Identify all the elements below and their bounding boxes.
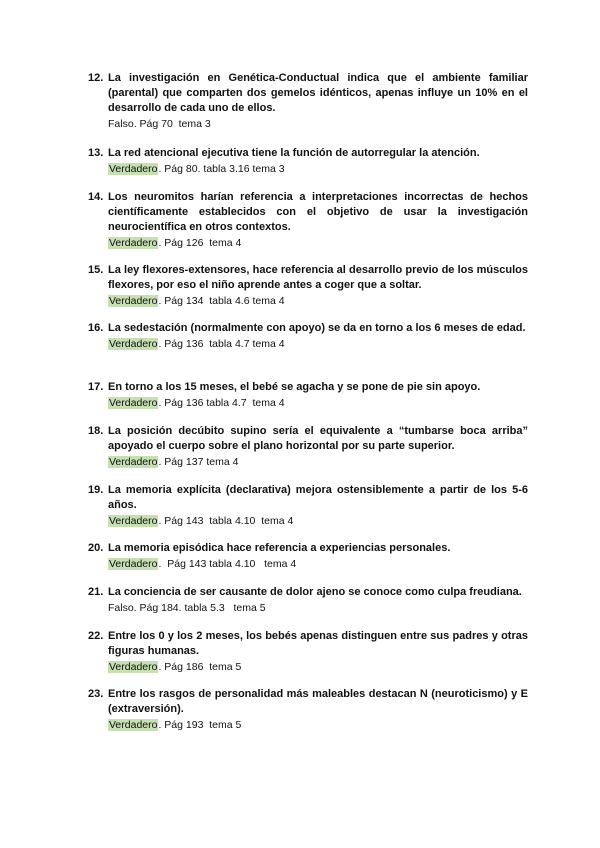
question-number: 19. <box>88 484 104 496</box>
question-text: La investigación en Genética-Conductual indica que el ambiente familiar (parental) que comparten dos gemelos idénticos, apenas influye un 10% en el desarrollo de cada uno de ellos. <box>108 72 528 114</box>
question-item-14 <box>88 190 528 250</box>
question-item-23 <box>88 687 528 732</box>
answer-line <box>108 162 528 176</box>
question-number: 18. <box>88 425 104 437</box>
question-number: 22. <box>88 630 104 642</box>
answer-line <box>108 294 528 308</box>
answer-reference: . Pág 143 tabla 4.10 tema 4 <box>158 515 294 527</box>
answer-verdict: Falso <box>108 118 134 130</box>
answer-verdict-highlighted: Verdadero <box>109 163 158 175</box>
answer-verdict-highlighted: Verdadero <box>109 397 158 409</box>
answer-reference: . Pág 193 tema 5 <box>158 719 242 731</box>
answer-verdict-highlighted: Verdadero <box>109 515 158 527</box>
question-item-18 <box>88 424 528 469</box>
answer-line <box>108 660 528 674</box>
answer-verdict-highlighted: Verdadero <box>109 661 158 673</box>
question-text: La red atencional ejecutiva tiene la función de autorregular la atención. <box>108 147 480 159</box>
answer-reference: . Pág 186 tema 5 <box>158 661 242 673</box>
answer-reference: . Pág 184. tabla 5.3 tema 5 <box>133 602 266 614</box>
question-item-13 <box>88 146 528 176</box>
answer-line <box>108 236 528 250</box>
question-item-15 <box>88 263 528 308</box>
answer-verdict-highlighted: Verdadero <box>109 237 158 249</box>
question-number: 13. <box>88 147 104 159</box>
question-item-17 <box>88 380 528 410</box>
answer-verdict-highlighted: Verdadero <box>109 295 158 307</box>
question-number: 15. <box>88 264 104 276</box>
question-item-21 <box>88 585 528 615</box>
question-text: Entre los 0 y los 2 meses, los bebés apenas distinguen entre sus padres y otras figuras humanas. <box>108 630 528 657</box>
answer-line <box>108 718 528 732</box>
answer-line <box>108 514 528 528</box>
question-number: 20. <box>88 542 104 554</box>
answer-reference: . Pág 137 tema 4 <box>158 456 239 468</box>
question-text: La conciencia de ser causante de dolor ajeno se conoce como culpa freudiana. <box>108 586 522 598</box>
question-number: 12. <box>88 72 104 84</box>
question-text: Los neuromitos harían referencia a interpretaciones incorrectas de hechos científicamente establecidos con el objetivo de usar la investigación neurocientífica en otros contextos. <box>108 191 528 233</box>
answer-line <box>108 601 528 615</box>
question-text: La sedestación (normalmente con apoyo) se da en torno a los 6 meses de edad. <box>108 322 526 334</box>
answer-reference: . Pág 70 tema 3 <box>133 118 211 130</box>
question-number: 14. <box>88 191 104 203</box>
answer-verdict-highlighted: Verdadero <box>109 558 158 570</box>
question-number: 16. <box>88 322 104 334</box>
answer-line <box>108 557 528 571</box>
answer-line <box>108 337 528 351</box>
question-item-19 <box>88 483 528 528</box>
question-item-22 <box>88 629 528 674</box>
answer-verdict-highlighted: Verdadero <box>109 338 158 350</box>
question-item-16 <box>88 321 528 351</box>
question-item-20 <box>88 541 528 571</box>
answer-reference: . Pág 143 tabla 4.10 tema 4 <box>158 558 297 570</box>
answer-verdict: Falso <box>108 602 134 614</box>
answer-verdict-highlighted: Verdadero <box>109 719 158 731</box>
answer-line <box>108 455 528 469</box>
question-number: 23. <box>88 688 104 700</box>
answer-verdict-highlighted: Verdadero <box>109 456 158 468</box>
answer-reference: . Pág 134 tabla 4.6 tema 4 <box>158 295 285 307</box>
answer-reference: . Pág 80. tabla 3.16 tema 3 <box>158 163 285 175</box>
question-text: La memoria episódica hace referencia a experiencias personales. <box>108 542 451 554</box>
answer-line <box>108 396 528 410</box>
question-text: Entre los rasgos de personalidad más maleables destacan N (neuroticismo) y E (extraversión). <box>108 688 528 715</box>
question-text: La ley flexores-extensores, hace referencia al desarrollo previo de los músculos flexores, por eso el niño aprende antes a coger que a soltar. <box>108 264 528 291</box>
question-number: 21. <box>88 586 104 598</box>
question-item-12 <box>88 71 528 131</box>
answer-line <box>108 117 528 131</box>
answer-reference: . Pág 126 tema 4 <box>158 237 242 249</box>
question-text: En torno a los 15 meses, el bebé se agacha y se pone de pie sin apoyo. <box>108 381 481 393</box>
question-number: 17. <box>88 381 104 393</box>
question-text: La posición decúbito supino sería el equivalente a “tumbarse boca arriba” apoyado el cuerpo sobre el plano horizontal por su parte superior. <box>108 425 528 452</box>
question-text: La memoria explícita (declarativa) mejora ostensiblemente a partir de los 5-6 años. <box>108 484 528 511</box>
answer-reference: . Pág 136 tabla 4.7 tema 4 <box>158 397 285 409</box>
answer-reference: . Pág 136 tabla 4.7 tema 4 <box>158 338 285 350</box>
